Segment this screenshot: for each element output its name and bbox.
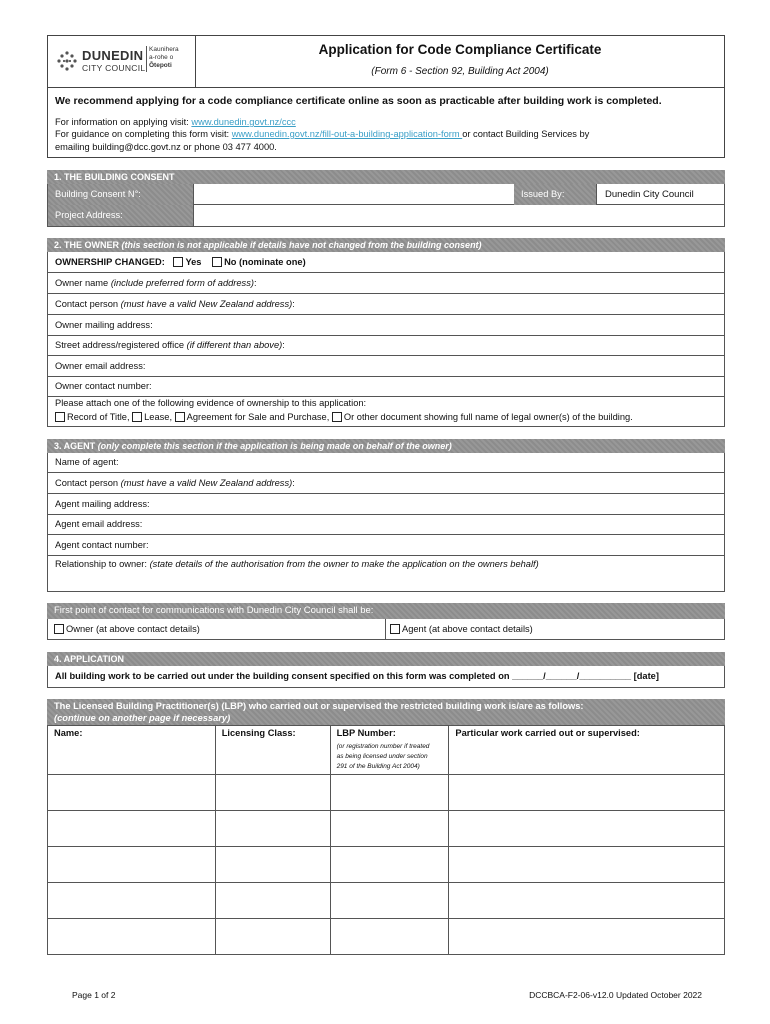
lbp-header-row [48, 726, 725, 775]
info-line-2-suffix: or contact Building Services by [462, 129, 590, 139]
section-3-heading [47, 439, 725, 453]
lbp-class-cell[interactable] [215, 919, 330, 955]
ownership-no-checkbox[interactable] [212, 257, 222, 267]
evidence-options [55, 412, 633, 422]
lbp-class-cell[interactable] [215, 775, 330, 811]
logo-divider [146, 46, 147, 72]
lbp-work-cell[interactable] [449, 775, 725, 811]
lbp-number-cell[interactable] [330, 847, 449, 883]
lbp-name-cell[interactable] [48, 775, 216, 811]
contact-agent-checkbox[interactable] [390, 624, 400, 634]
section-2-heading [47, 238, 725, 252]
agent-email-row[interactable] [47, 515, 725, 535]
completion-date-row[interactable] [47, 666, 725, 688]
contact-options-row [47, 619, 725, 640]
col-lbp-header [330, 726, 449, 775]
project-address-label: Project Address: [48, 205, 193, 226]
owner-name-label: Owner name [55, 278, 111, 288]
col-class-header: Licensing Class: [215, 726, 330, 775]
contact-owner-label: Owner (at above contact details) [66, 624, 200, 634]
owner-contact-note: (must have a valid New Zealand address) [120, 299, 293, 309]
ownership-evidence-row [47, 397, 725, 427]
owner-mailing-label: Owner mailing address: [55, 320, 153, 330]
other-document-checkbox[interactable] [332, 412, 342, 422]
completion-statement: All building work to be carried out under the building consent specified on this form was completed on ______/______/__________ [date] [55, 671, 659, 681]
lease-label: Lease, [144, 412, 173, 422]
table-row [48, 811, 725, 847]
ownership-changed-label: OWNERSHIP CHANGED: [55, 257, 165, 267]
ownership-yes-checkbox[interactable] [173, 257, 183, 267]
logo-maori-line-1: Kaunihera [149, 46, 179, 53]
agent-phone-row[interactable] [47, 535, 725, 556]
logo-maori-line-3: Ōtepoti [149, 62, 172, 69]
col-lbp-note-3: 291 of the Building Act 2004) [336, 763, 420, 770]
record-of-title-label: Record of Title, [67, 412, 130, 422]
record-of-title-checkbox[interactable] [55, 412, 65, 422]
agent-phone-label: Agent contact number: [55, 540, 149, 550]
contact-owner-checkbox[interactable] [54, 624, 64, 634]
owner-street-row[interactable] [47, 336, 725, 356]
owner-name-row[interactable] [47, 273, 725, 294]
section-2-note: (this section is not applicable if details have not changed from the building consent) [121, 240, 482, 250]
agent-mailing-row[interactable] [47, 494, 725, 515]
owner-phone-label: Owner contact number: [55, 381, 152, 391]
project-address-field[interactable] [193, 205, 725, 226]
lbp-heading-text: The Licensed Building Practitioner(s) (LBP) who carried out or supervised the restricted building work is/are as follows: [54, 701, 584, 711]
issued-by-value: Dunedin City Council [596, 184, 725, 205]
lbp-table [47, 725, 725, 955]
contact-section-heading: First point of contact for communications with Dunedin City Council shall be: [47, 603, 725, 619]
contact-agent-cell [385, 619, 533, 639]
ownership-no-label: No (nominate one) [224, 257, 306, 267]
form-header [47, 35, 725, 88]
info-line-1 [55, 117, 296, 127]
agent-relationship-label: Relationship to owner: [55, 559, 150, 569]
lbp-work-cell[interactable] [449, 811, 725, 847]
lbp-name-cell[interactable] [48, 811, 216, 847]
section-1-table [47, 184, 725, 227]
info-line-1-text: For information on applying visit: [55, 117, 192, 127]
section-3-title: 3. AGENT [54, 441, 98, 451]
logo-sub: CITY COUNCIL [82, 63, 146, 73]
agent-relationship-note: (state details of the authorisation from the owner to make the application on the owners behalf) [149, 559, 539, 569]
agent-relationship-row[interactable] [47, 556, 725, 592]
section-4-heading: 4. APPLICATION [47, 652, 725, 666]
lbp-work-cell[interactable] [449, 919, 725, 955]
table-row [48, 883, 725, 919]
agreement-label: Agreement for Sale and Purchase, [186, 412, 330, 422]
owner-mailing-row[interactable] [47, 315, 725, 336]
lbp-name-cell[interactable] [48, 919, 216, 955]
agent-name-row[interactable] [47, 453, 725, 473]
info-box [47, 88, 725, 158]
owner-phone-row[interactable] [47, 377, 725, 397]
logo-name: DUNEDIN [82, 48, 144, 63]
recommend-text: We recommend applying for a code compliance certificate online as soon as practicable after building work is completed. [55, 95, 662, 107]
info-line-2-text: For guidance on completing this form visit: [55, 129, 232, 139]
lbp-class-cell[interactable] [215, 847, 330, 883]
lbp-name-cell[interactable] [48, 847, 216, 883]
info-line-2 [55, 129, 589, 139]
consent-number-label: Building Consent N°: [48, 184, 193, 205]
col-lbp-note [337, 742, 443, 772]
col-work-header: Particular work carried out or supervised: [449, 726, 725, 775]
owner-street-label: Street address/registered office [55, 340, 187, 350]
ccc-link[interactable]: www.dunedin.govt.nz/ccc [191, 117, 296, 127]
ownership-changed-row [47, 252, 725, 273]
table-row [48, 919, 725, 955]
info-line-3: emailing building@dcc.govt.nz or phone 03 477 4000. [55, 142, 277, 152]
issued-by-label: Issued By: [514, 184, 596, 205]
owner-name-colon: : [253, 278, 257, 288]
col-name-header: Name: [48, 726, 216, 775]
agent-name-label: Name of agent: [55, 457, 119, 467]
lbp-heading-note: (continue on another page if necessary) [54, 713, 231, 723]
ownership-yes-label: Yes [185, 257, 202, 267]
owner-contact-row[interactable] [47, 294, 725, 315]
agent-email-label: Agent email address: [55, 519, 143, 529]
section-3-note: (only complete this section if the application is being made on behalf of the owner) [97, 441, 452, 451]
form-title: Application for Code Compliance Certificate [318, 42, 602, 57]
evidence-instruction: Please attach one of the following evidence of ownership to this application: [55, 398, 367, 408]
lbp-work-cell[interactable] [449, 883, 725, 919]
contact-agent-label: Agent (at above contact details) [402, 624, 533, 634]
lbp-number-cell[interactable] [330, 883, 449, 919]
form-subtitle: (Form 6 - Section 92, Building Act 2004) [371, 66, 549, 77]
col-lbp-note-1: (or registration number if treated [336, 743, 430, 750]
lbp-heading [47, 699, 725, 725]
agent-contact-label: Contact person [55, 478, 121, 488]
lbp-class-cell[interactable] [215, 811, 330, 847]
owner-email-row[interactable] [47, 356, 725, 377]
logo-maori [149, 46, 179, 70]
form-code: DCCBCA-F2-06-v12.0 Updated October 2022 [529, 990, 702, 1000]
lbp-number-cell[interactable] [330, 775, 449, 811]
table-row [48, 775, 725, 811]
owner-street-note: (if different than above) [186, 340, 283, 350]
owner-street-colon: : [282, 340, 285, 350]
owner-name-note: (include preferred form of address) [110, 278, 254, 288]
agent-contact-row[interactable] [47, 473, 725, 494]
lbp-work-cell[interactable] [449, 847, 725, 883]
lbp-name-cell[interactable] [48, 883, 216, 919]
lease-checkbox[interactable] [132, 412, 142, 422]
lbp-number-cell[interactable] [330, 811, 449, 847]
agreement-checkbox[interactable] [175, 412, 185, 422]
agent-contact-colon: : [292, 478, 295, 488]
dcc-logo [48, 36, 196, 87]
owner-email-label: Owner email address: [55, 361, 146, 371]
table-row [48, 847, 725, 883]
agent-contact-note: (must have a valid New Zealand address) [120, 478, 293, 488]
logo-mark-icon [56, 50, 78, 72]
col-lbp-note-2: as being licensed under section [336, 753, 428, 760]
owner-contact-colon: : [292, 299, 295, 309]
consent-number-field[interactable] [193, 184, 514, 205]
logo-maori-line-2: a-rohe o [149, 54, 174, 61]
col-lbp-title: LBP Number: [336, 728, 396, 738]
section-2-title: 2. THE OWNER [54, 240, 122, 250]
section-1-heading: 1. THE BUILDING CONSENT [47, 170, 725, 184]
lbp-number-cell[interactable] [330, 919, 449, 955]
page-number: Page 1 of 2 [72, 990, 116, 1000]
lbp-class-cell[interactable] [215, 883, 330, 919]
other-document-label: Or other document showing full name of legal owner(s) of the building. [343, 412, 633, 422]
owner-contact-label: Contact person [55, 299, 121, 309]
form-guidance-link[interactable]: www.dunedin.govt.nz/fill-out-a-building-application-form [231, 129, 463, 139]
agent-mailing-label: Agent mailing address: [55, 499, 150, 509]
